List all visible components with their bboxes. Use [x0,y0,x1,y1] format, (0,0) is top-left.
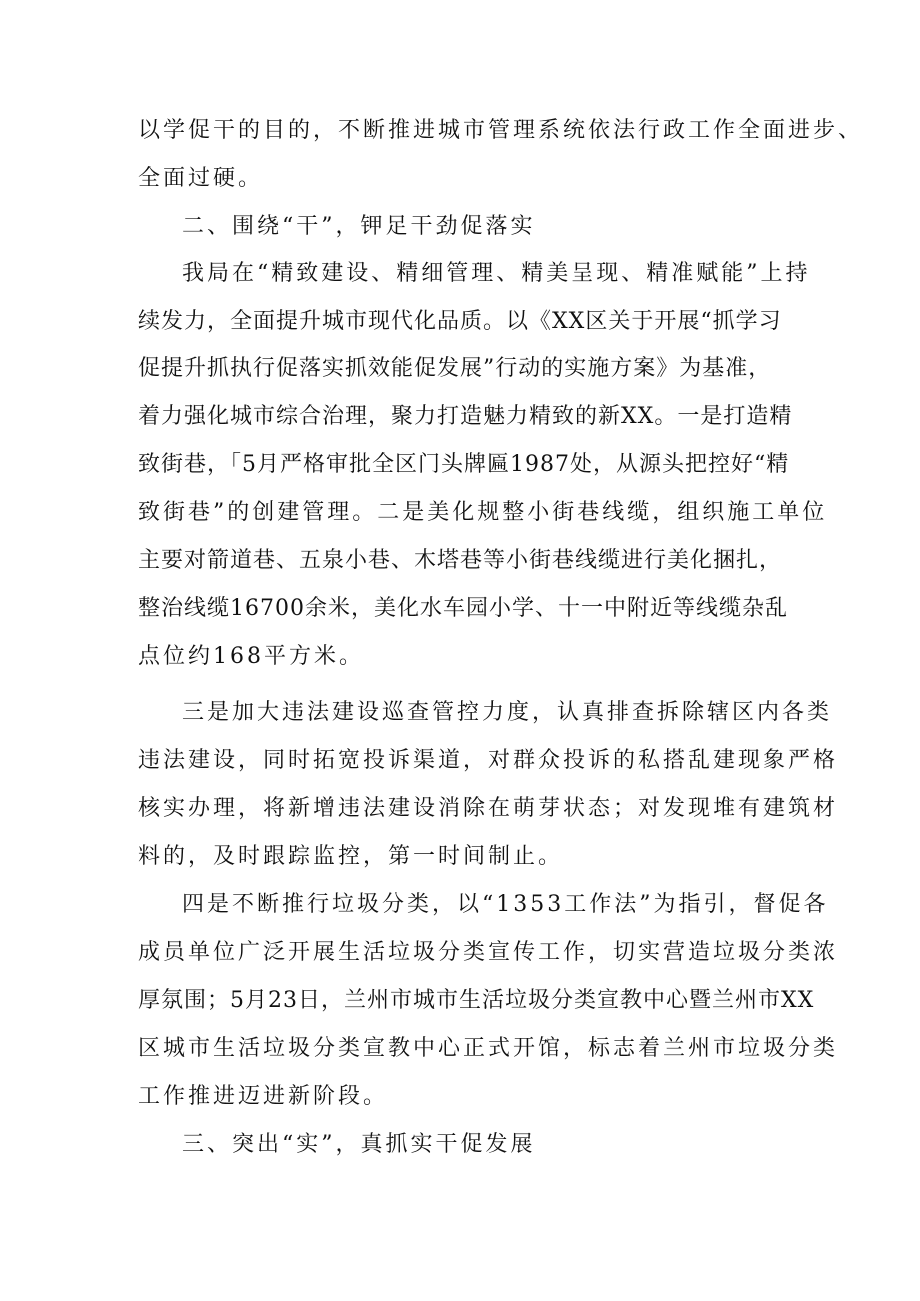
paragraph-line: 致街巷”的创建管理。二是美化规整小街巷线缆，组织施工单位 [138,500,828,525]
paragraph-line: 核实办理，将新增违法建设消除在萌芽状态；对发现堆有建筑材 [138,796,839,821]
paragraph-line: 违法建设，同时拓宽投诉渠道，对群众投诉的私搭乱建现象严格 [138,748,839,773]
paragraph-line: 成员单位广泛开展生活垃圾分类宣传工作，切实营造垃圾分类浓 [138,940,839,965]
paragraph-line: 四是不断推行垃圾分类，以“1353工作法”为指引，督促各 [182,892,829,917]
paragraph-line: 料的，及时跟踪监控，第一时间制止。 [138,844,564,869]
paragraph-line: 着力强化城市综合治理，聚力打造魅力精致的新XX。一是打造精 [138,404,793,429]
section-heading: 二、围绕“干”，钾足干劲促落实 [182,214,536,239]
section-heading: 三、突出“实”，真抓实干促发展 [182,1132,536,1157]
paragraph-line: 工作推进迈进新阶段。 [138,1084,389,1109]
paragraph-line: 区城市生活垃圾分类宣教中心正式开馆，标志着兰州市垃圾分类 [138,1036,839,1061]
paragraph-line: 整治线缆16700余米，美化水车园小学、十一中附近等线缆杂乱 [138,596,788,621]
paragraph-line: 点位约168平方米。 [138,644,364,669]
paragraph-line: 以学促干的目的，不断推进城市管理系统依法行政工作全面进步、 [138,118,864,143]
paragraph-line: 续发力，全面提升城市现代化品质。以《XX区关于开展“抓学习 [138,309,782,334]
paragraph-line: 全面过硬。 [138,166,264,191]
paragraph-line: 主要对箭道巷、五泉小巷、木塔巷等小街巷线缆进行美化捆扎， [138,548,783,573]
paragraph-line: 我局在“精致建设、精细管理、精美呈现、精准赋能”上持 [182,261,811,286]
paragraph-line: 三是加大违法建设巡查管控力度，认真排查拆除辖区内各类 [182,700,833,725]
paragraph-line: 促提升抓执行促落实抓效能促发展”行动的实施方案》为基准， [138,356,772,381]
paragraph-line: 厚氛围；5月23日，兰州市城市生活垃圾分类宣教中心暨兰州市XX [138,988,815,1013]
paragraph-line: 致街巷，「5月严格审批全区门头牌匾1987处，从源头把控好“精 [138,452,790,477]
